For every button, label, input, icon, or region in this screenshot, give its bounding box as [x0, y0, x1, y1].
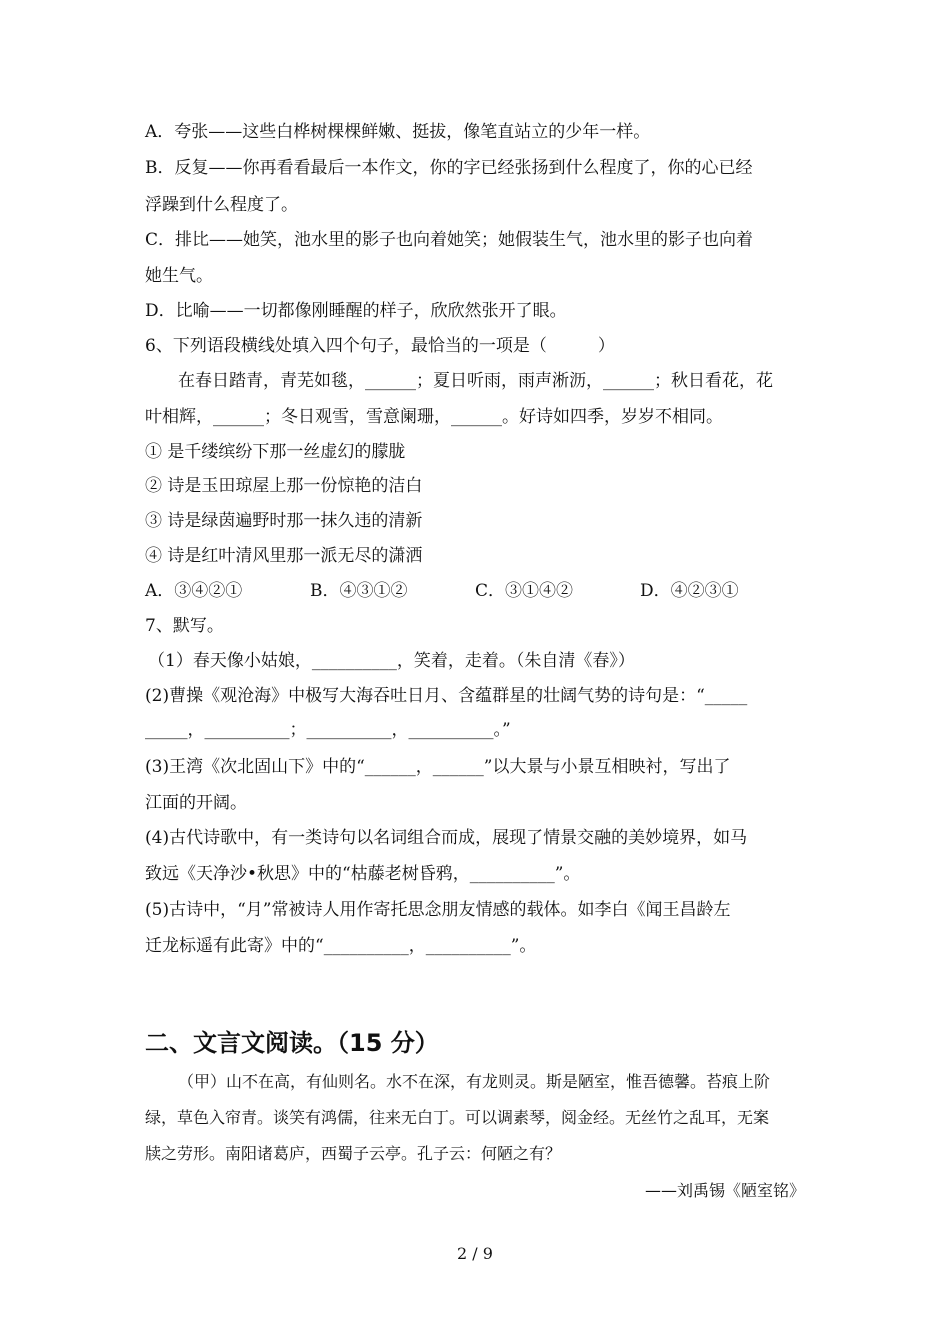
q6-passage-line1: 在春日踏青，青芜如毯，______；夏日听雨，雨声淅沥，______；秋日看花，花 — [178, 371, 773, 391]
q7-part2-line2: _____，__________；__________，__________。” — [145, 720, 511, 740]
q6-sentence-1: ① 是千缕缤纷下那一丝虚幻的朦胧 — [145, 442, 406, 462]
q6-sentence-2: ② 诗是玉田琼屋上那一份惊艳的洁白 — [145, 476, 423, 496]
q6-option-c: C．③①④② — [475, 581, 574, 601]
classical-text-line2: 绿，草色入帘青。谈笑有鸿儒，往来无白丁。可以调素琴，阅金经。无丝竹之乱耳，无案 — [145, 1108, 770, 1127]
q6-option-b: B．④③①② — [310, 581, 408, 601]
q5-option-a: A．夸张——这些白桦树棵棵鲜嫩、挺拔，像笔直站立的少年一样。 — [145, 122, 651, 142]
q6-sentence-4: ④ 诗是红叶清风里那一派无尽的潇洒 — [145, 546, 423, 566]
q6-option-a: A．③④②① — [145, 581, 243, 601]
q7-part5-line2: 迁龙标遥有此寄》中的“__________，__________”。 — [145, 936, 537, 956]
classical-text-line1: （甲）山不在高，有仙则名。水不在深，有龙则灵。斯是陋室，惟吾德馨。苔痕上阶 — [178, 1072, 771, 1091]
q6-sentence-3: ③ 诗是绿茵遍野时那一抹久违的清新 — [145, 511, 423, 531]
q5-option-c-line2: 她生气。 — [145, 266, 213, 286]
q5-option-c-line1: C．排比——她笑，池水里的影子也向着她笑；她假装生气，池水里的影子也向着 — [145, 230, 754, 250]
q5-option-b-line2: 浮躁到什么程度了。 — [145, 195, 298, 215]
q7-stem: 7、默写。 — [145, 616, 224, 636]
q6-passage-line2: 叶相辉，______；冬日观雪，雪意阑珊，______。好诗如四季，岁岁不相同。 — [145, 407, 723, 427]
q5-option-b-line1: B．反复——你再看看最后一本作文，你的字已经张扬到什么程度了，你的心已经 — [145, 158, 753, 178]
q7-part5-line1: (5)古诗中，“月”常被诗人用作寄托思念朋友情感的载体。如李白《闻王昌龄左 — [145, 900, 731, 920]
page-number: 2 / 9 — [457, 1244, 493, 1263]
q7-part2-line1: (2)曹操《观沧海》中极写大海吞吐日月、含蕴群星的壮阔气势的诗句是：“_____ — [145, 686, 748, 706]
section-heading: 二、文言文阅读。（15 分） — [145, 1029, 439, 1057]
q7-part4-line1: (4)古代诗歌中，有一类诗句以名词组合而成，展现了情景交融的美妙境界，如马 — [145, 828, 748, 848]
q7-part4-line2: 致远《天净沙•秋思》中的“枯藤老树昏鸦，__________”。 — [145, 864, 581, 884]
q7-part1: （1）春天像小姑娘，__________，笑着，走着。（朱自清《春》） — [148, 651, 635, 671]
q7-part3-line2: 江面的开阔。 — [145, 793, 247, 813]
classical-text-line3: 牍之劳形。南阳诸葛庐，西蜀子云亭。孔子云：何陋之有？ — [145, 1144, 562, 1163]
q6-stem: 6、下列语段横线处填入四个句子，最恰当的一项是（ ） — [145, 336, 615, 356]
q6-option-d: D．④②③① — [640, 581, 739, 601]
q5-option-d: D．比喻——一切都像刚睡醒的样子，欣欣然张开了眼。 — [145, 301, 567, 321]
attribution: ——刘禹锡《陋室铭》 — [644, 1181, 805, 1200]
q7-part3-line1: (3)王湾《次北固山下》中的“______，______”以大景与小景互相映衬，写出了 — [145, 757, 731, 777]
